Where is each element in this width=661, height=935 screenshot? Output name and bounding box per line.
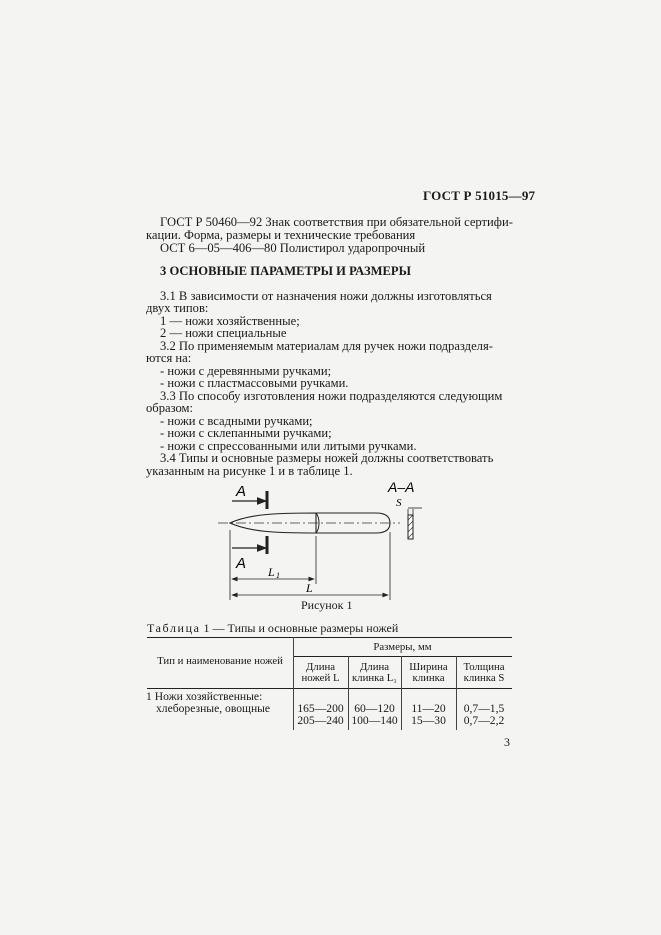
cell-width: 11—20 [411,702,446,715]
body-line: 3.4 Типы и основные размеры ножей должны соответствовать [160,451,494,465]
ref-line-2: кации. Форма, размеры и технические требования [146,228,416,242]
dimension-l1: L [268,565,275,579]
body-line: 1 — ножи хозяйственные; [160,314,300,328]
figure-caption: Рисунок 1 [301,598,353,612]
header-width-l1: Ширина [409,661,448,673]
header-length-l2: ножей L [301,672,340,684]
thickness-label: S [396,497,402,509]
cell-thick: 0,7—1,5 [463,702,505,715]
body-line: 3.1 В зависимости от назначения ножи должны изготовляться [160,289,492,303]
cell-blade: 100—140 [351,714,398,727]
body-line: - ножи с всадными ручками; [160,414,313,428]
header-length [293,662,348,684]
body-line: - ножи с спрессованными или литыми ручками. [160,439,417,453]
header-width-l2: клинка [412,672,445,684]
cell-blade: 60—120 [354,702,395,715]
body-line: указанным на рисунке 1 и в таблице 1. [146,464,353,478]
dimension-l1-subscript: 1 [276,571,280,580]
table-top-rule [147,637,512,638]
body-line: - ножи с пластмассовыми ручками. [160,376,349,390]
body-line: - ножи с склепанными ручками; [160,426,332,440]
cell-len: 165—200 [297,702,344,715]
table-group-rule [293,656,512,657]
dimension-l: L [306,581,313,595]
header-blade-length [348,662,401,684]
cell-thick: 0,7—2,2 [463,714,505,727]
section-mark-a-top: A [236,483,247,500]
cell-width: 15—30 [411,714,446,727]
table-header-rule [147,688,512,689]
page-number: 3 [504,735,510,749]
ref-line-3: ОСТ 6—05—406—80 Полистирол ударопрочный [160,241,426,255]
section-aa-label: А–А [388,479,415,495]
body-line: образом: [146,401,194,415]
body-line: 3.3 По способу изготовления ножи подразделяются следующим [160,389,503,403]
table-caption-text: 1 — Типы и основные размеры ножей [200,621,399,635]
row-type-line-2: хлеборезные, овощные [156,702,271,715]
header-thickness [456,662,512,684]
header-length-l1: Длина [305,661,336,673]
section-title: 3 ОСНОВНЫЕ ПАРАМЕТРЫ И РАЗМЕРЫ [160,264,411,278]
body-line: - ножи с деревянными ручками; [160,364,332,378]
body-line: двух типов: [146,301,209,315]
header-blade-length-l1: Длина [359,661,390,673]
knife-figure [210,474,450,602]
ref-line-1: ГОСТ Р 50460—92 Знак соответствия при обязательной сертифи- [160,215,513,229]
header-blade-length-l2: клинка L₁ [351,672,398,684]
body-line: 3.2 По применяемым материалам для ручек ножи подразделя- [160,339,493,353]
cell-len: 205—240 [297,714,344,727]
document-code: ГОСТ Р 51015—97 [423,188,536,203]
header-group: Размеры, мм [373,641,432,653]
table-caption [147,621,398,636]
header-width [401,662,456,684]
section-mark-a-bottom: A [236,555,247,572]
row-type-line-1: 1 Ножи хозяйственные: [146,690,263,703]
header-thickness-l1: Толщина [463,661,505,673]
body-line: 2 — ножи специальные [160,326,287,340]
header-thickness-l2: клинка S [463,672,505,684]
body-line: ются на: [146,351,192,365]
table-caption-word: Таблица [147,621,201,635]
header-type: Тип и наименование ножей [157,655,283,667]
